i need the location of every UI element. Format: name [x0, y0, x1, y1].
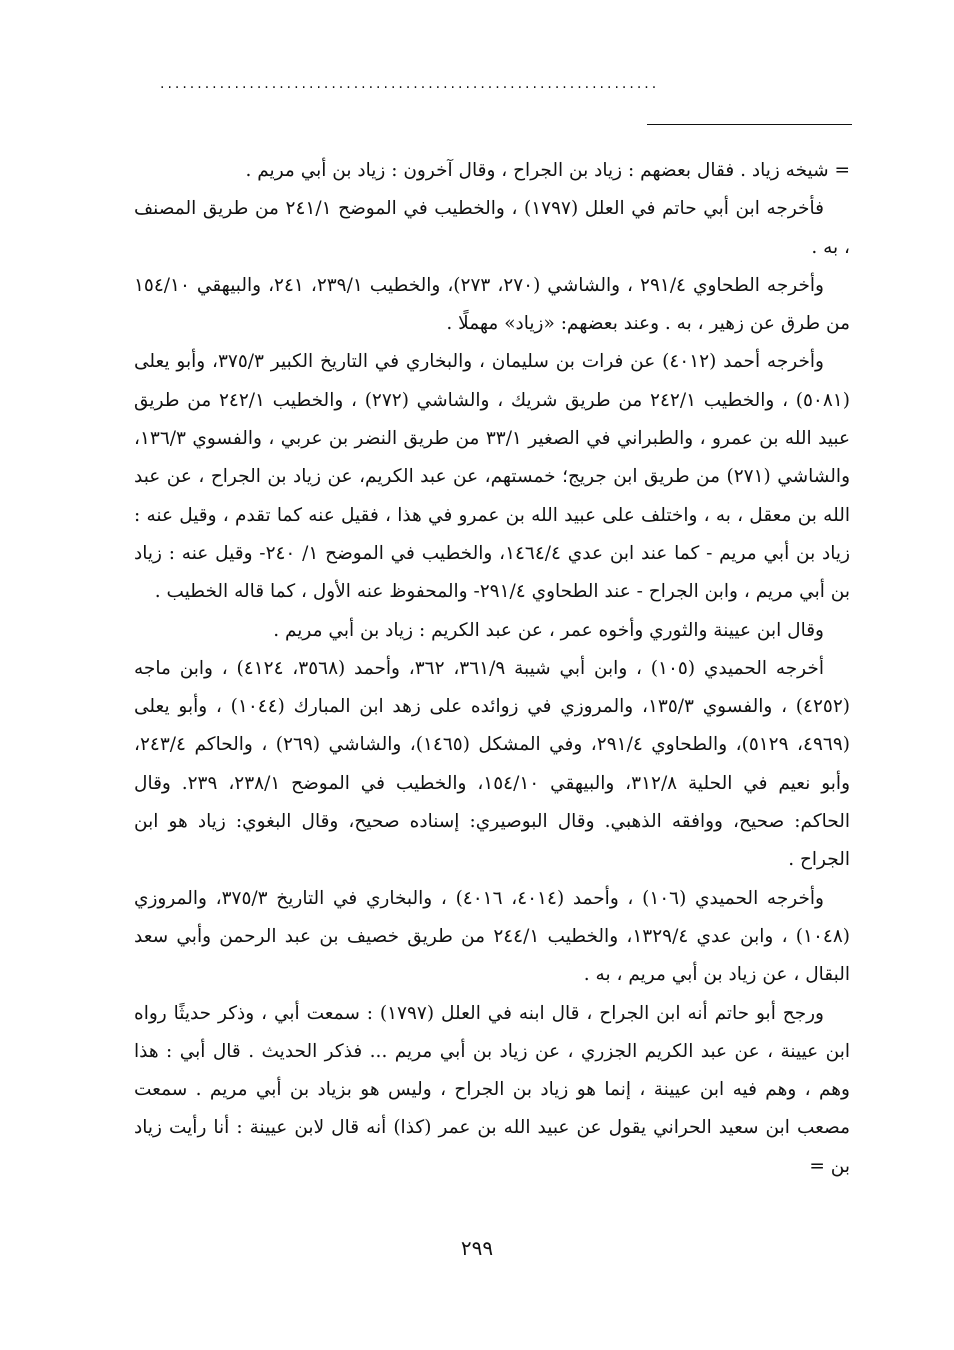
paragraph: ورجح أبو حاتم أنه ابن الجراح ، قال ابنه في العلل (١٧٩٧) : سمعت أبي ، وذكر حديثًا رواه ابن عيينة ، عن عبد الكريم الجزري ، عن زياد بن أبي مريم ... فذكر الحديث . قال أبي : هذا وهم ، وهم فيه ابن عيينة ، إنما هو زياد بن الجراح ، وليس هو بزياد بن أبي مريم . سمعت مصعب ابن سعيد الحراني يقول عن عبيد الله بن عمر (كذا) أنه قال لابن عيينة : أنا رأيت زياد بن =	[134, 1002, 850, 1177]
paragraph: وأخرجه أحمد (٤٠١٢) عن فرات بن سليمان ، والبخاري في التاريخ الكبير ٣٧٥/٣، وأبو يعلى (٥٠٨١) ، والخطيب ٢٤٢/١ من طريق شريك ، والشاشي (٢٧٢) ، والخطيب ٢٤٢/١ من طريق عبيد الله بن عمرو ، والطبراني في الصغير ٣٣/١ من طريق النضر بن عربي ، والفسوي ١٣٦/٣، والشاشي (٢٧١) من طريق ابن جريج؛ خمستهم، عن عبد الكريم، عن زياد بن الجراح ، عن عبد الله بن معقل ، به ، واختلف على عبيد الله بن عمرو في هذا ، فقيل عنه كما تقدم ، وقيل عنه : زياد بن أبي مريم - كما عند ابن عدي ١٤٦٤/٤، والخطيب في الموضح ١/ ٢٤٠- وقيل عنه : زياد بن أبي مريم ، وابن الجراح - عند الطحاوي ٢٩١/٤- والمحفوظ عنه الأول ، كما قاله الخطيب .	[134, 351, 850, 603]
footnote-text	[134, 152, 850, 1186]
paragraph: فأخرجه ابن أبي حاتم في العلل (١٧٩٧) ، والخطيب في الموضح ٢٤١/١ من طريق المصنف ، به .	[134, 198, 850, 258]
paragraph: أخرجه الحميدي (١٠٥) ، وابن أبي شيبة ٣٦١/٩، ٣٦٢، وأحمد (٣٥٦٨، ٤١٢٤) ، وابن ماجه (٤٢٥٢) ، والفسوي ١٣٥/٣، والمروزي في زوائده على زهد ابن المبارك (١٠٤٤) ، وأبو يعلى (٤٩٦٩، ٥١٢٩)، والطحاوي ٢٩١/٤، وفي المشكل (١٤٦٥)، والشاشي (٢٦٩) ، والحاكم ٢٤٣/٤، وأبو نعيم في الحلية ٣١٢/٨، والبيهقي ١٥٤/١٠، والخطيب في الموضح ٢٣٨/١، ٢٣٩. وقال الحاكم: صحيح، ووافقه الذهبي. وقال البوصيري: إسناده صحيح، وقال البغوي: زياد هو ابن الجراح .	[134, 657, 850, 871]
paragraph: = شيخه زياد . فقال بعضهم : زياد بن الجراح ، وقال آخرون : زياد بن أبي مريم .	[245, 160, 850, 181]
paragraph: وأخرجه الحميدي (١٠٦) ، وأحمد (٤٠١٤، ٤٠١٦) ، والبخاري في التاريخ ٣٧٥/٣، والمروزي (١٠٤٨) ، وابن عدي ١٣٢٩/٤، والخطيب ٢٤٤/١ من طريق خصيف بن عبد الرحمن وأبي سعد البقال ، عن زياد بن أبي مريم ، به .	[134, 887, 850, 986]
paragraph: وقال ابن عيينة والثوري وأخوه عمر ، عن عبد الكريم : زياد بن أبي مريم .	[273, 619, 824, 641]
paragraph: وأخرجه الطحاوي ٢٩١/٤ ، والشاشي (٢٧٠، ٢٧٣)، والخطيب ٢٣٩/١، ٢٤١، والبيهقي ١٥٤/١٠ من طرق عن زهير ، به . وعند بعضهم: «زياد» مهملًا .	[134, 274, 850, 335]
footnote-separator-rule	[647, 124, 852, 125]
top-dotted-line: ...................................................................	[160, 78, 660, 90]
page-number: ٢٩٩	[460, 1236, 494, 1260]
